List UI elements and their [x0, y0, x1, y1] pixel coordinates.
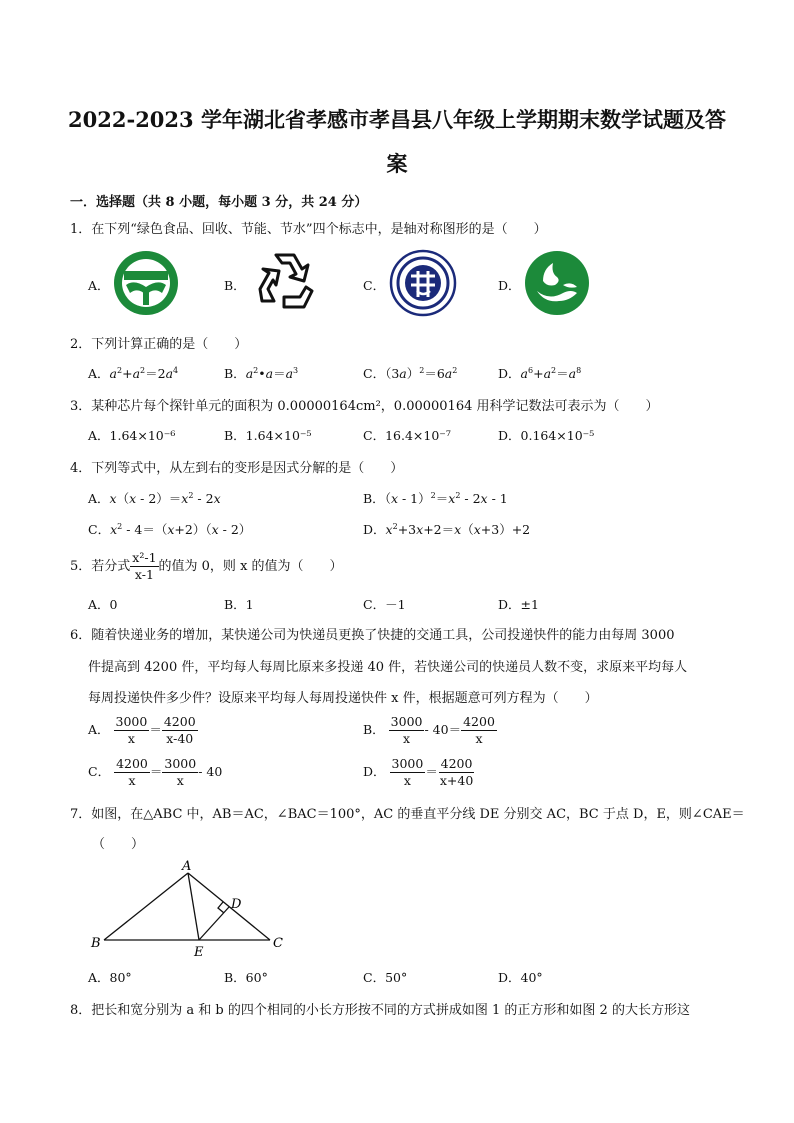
q6-line1: 6．随着快递业务的增加，某快递公司为快递员更换了快捷的交通工具，公司投递快件的能力由每周 3000: [70, 628, 675, 643]
q5-option-c: C．－1: [363, 597, 406, 612]
segment-de: [199, 907, 229, 940]
q5-option-a: A．0: [88, 597, 118, 612]
q4-option-b: B．$(x - 1)^2=x^2 - 2x - 1$: [363, 490, 508, 506]
q1-option-b: B．: [224, 278, 246, 293]
q3-stem: 3．某种芯片每个探针单元的面积为 0.00000164cm²，0.00000164 用科学记数法可表示为（ ）: [70, 399, 659, 414]
q6-option-b: B． $\frac{3000}{x}$ - 40＝ $\frac{4200}{x}$: [363, 714, 495, 746]
doc-title-line2: 案: [386, 151, 408, 176]
recycle-icon: [252, 249, 318, 317]
green-food-icon: [112, 249, 180, 317]
q2-option-a: A．$a^2+a^2=2a^4$: [88, 365, 179, 381]
q2-option-b: B．$a^2•a=a^3$: [224, 365, 299, 381]
point-d-label: D: [231, 897, 242, 912]
q4-option-d: D．$x^2+3x+2=x(x+3)+2$: [363, 521, 531, 537]
q6-option-c: C． $\frac{4200}{x}$ ＝ $\frac{3000}{x}$ - 40: [88, 756, 223, 788]
q4-stem: 4．下列等式中，从左到右的变形是因式分解的是（ ）: [70, 461, 404, 476]
q7-option-d: D．40°: [498, 970, 543, 985]
triangle-figure: [86, 858, 296, 960]
point-a-label: A: [182, 859, 192, 874]
q7-option-c: C．50°: [363, 970, 408, 985]
q7-option-a: A．80°: [88, 970, 132, 985]
q3-option-b: B．1.64×10⁻⁵: [224, 428, 312, 443]
q3-option-c: C．16.4×10⁻⁷: [363, 428, 451, 443]
q5-fraction: $\frac{\text{x²-1}}{x-1}$: [132, 550, 157, 582]
q1-option-c: C．: [363, 278, 386, 293]
side-ac: [188, 873, 270, 940]
q2-option-d: D．$a^6+a^2=a^8$: [498, 365, 582, 381]
q4-option-a: A．$x(x - 2)=x^2 - 2x$: [88, 490, 221, 506]
q3-option-d: D．0.164×10⁻⁵: [498, 428, 595, 443]
point-e-label: E: [194, 945, 204, 960]
segment-ae: [188, 873, 199, 940]
q8-line1: 8．把长和宽分别为 a 和 b 的四个相同的小长方形按不同的方式拼成如图 1 的正方形和如图 2 的大长方形这: [70, 1003, 690, 1018]
q4-option-c: C．$x^2 - 4=(x+2)(x - 2)$: [88, 521, 252, 537]
energy-saving-icon: [389, 249, 457, 317]
q3-option-a: A．1.64×10⁻⁶: [88, 428, 176, 443]
section-heading: 一．选择题（共 8 小题，每小题 3 分，共 24 分）: [70, 195, 368, 210]
q6-line2: 件提高到 4200 件，平均每人每周比原来多投递 40 件，若快递公司的快递员人数不变，求原来平均每人: [88, 660, 688, 675]
water-saving-icon: [523, 249, 591, 317]
q5-option-d: D．±1: [498, 597, 539, 612]
q6-line3: 每周投递快件多少件？设原来平均每人每周投递快件 x 件，根据题意可列方程为（ ）: [88, 691, 598, 706]
q5-option-b: B．1: [224, 597, 254, 612]
q7-line1: 7．如图，在△ABC 中，AB＝AC，∠BAC＝100°，AC 的垂直平分线 DE 分别交 AC，BC 于点 D，E，则∠CAE＝: [70, 807, 745, 822]
q5-stem: 5．若分式 $\frac{\text{x²-1}}{x-1}$ 的值为 0，则 x 的值为（ ）: [70, 550, 343, 582]
right-angle-mark: [218, 902, 224, 913]
q7-option-b: B．60°: [224, 970, 268, 985]
q2-stem: 2．下列计算正确的是（ ）: [70, 337, 248, 352]
point-c-label: C: [273, 936, 283, 951]
q1-option-d: D．: [498, 278, 521, 293]
point-b-label: B: [91, 936, 101, 951]
q2-option-c: C．$(3a)^2=6a^2$: [363, 365, 458, 381]
doc-title-line1: 2022-2023 学年湖北省孝感市孝昌县八年级上学期期末数学试题及答: [68, 107, 726, 132]
q7-line2: （ ）: [92, 837, 145, 852]
side-ab: [104, 873, 188, 940]
q6-option-d: D． $\frac{3000}{x}$ ＝ $\frac{4200}{x+40}$: [363, 756, 474, 788]
q1-stem: 1．在下列“绿色食品、回收、节能、节水”四个标志中，是轴对称图形的是（ ）: [70, 222, 547, 237]
q1-option-a: A．: [88, 278, 110, 293]
q6-option-a: A． $\frac{3000}{x}$ ＝ $\frac{4200}{x-40}$: [88, 714, 196, 746]
